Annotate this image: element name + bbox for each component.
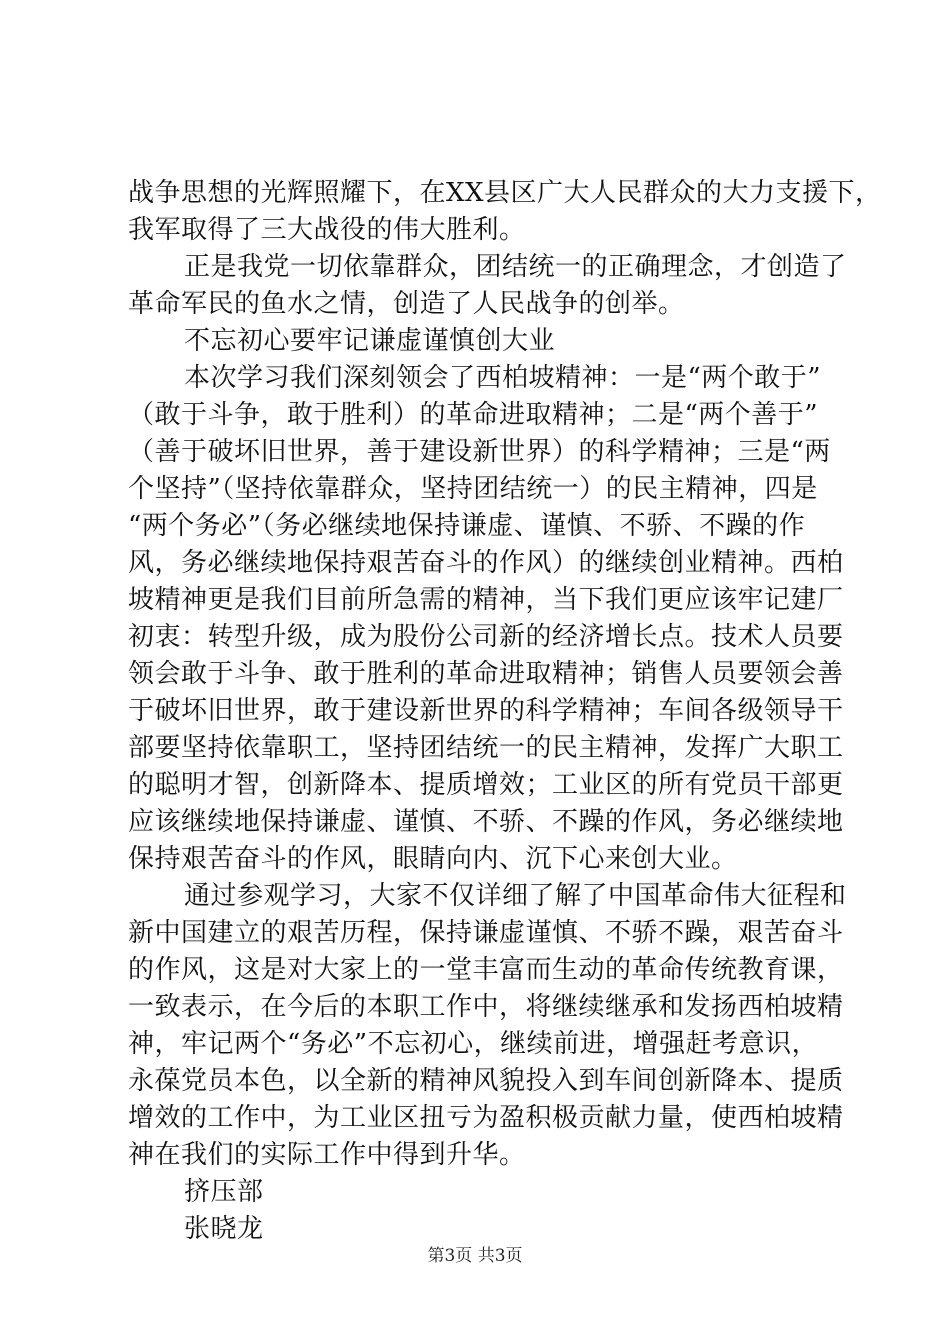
text-line: 的作风，这是对大家上的一堂丰富而生动的革命传统教育课， [128, 955, 844, 985]
text-line: 一致表示，在今后的本职工作中，将继续继承和发扬西柏坡精 [128, 992, 844, 1022]
text-line: 新中国建立的艰苦历程，保持谦虚谨慎、不骄不躁，艰苦奋斗 [128, 918, 844, 948]
text-line: 个坚持”（坚持依靠群众，坚持团结统一）的民主精神，四是 [128, 474, 818, 504]
text-line: 神在我们的实际工作中得到升华。 [128, 1140, 526, 1170]
text-line: 通过参观学习，大家不仅详细了解了中国革命伟大征程和 [184, 881, 847, 911]
text-line: 张晓龙 [184, 1214, 264, 1244]
text-line: 增效的工作中，为工业区扭亏为盈积极贡献力量，使西柏坡精 [128, 1103, 844, 1133]
page-footer: 第3页 共3页 [427, 1246, 523, 1266]
text-line: 神，牢记两个“务必”不忘初心，继续前进，增强赶考意识， [128, 1029, 819, 1059]
text-line: 风，务必继续地保持艰苦奋斗的作风）的继续创业精神。西柏 [128, 548, 844, 578]
text-line: “两个务必”（务必继续地保持谦虚、谨慎、不骄、不躁的作 [128, 511, 806, 541]
text-line: 本次学习我们深刻领会了西柏坡精神：一是“两个敢于” [184, 363, 822, 393]
text-line: 于破坏旧世界，敢于建设新世界的科学精神；车间各级领导干 [128, 696, 844, 726]
text-line: 部要坚持依靠职工，坚持团结统一的民主精神，发挥广大职工 [128, 733, 844, 763]
text-line: 我军取得了三大战役的伟大胜利。 [128, 215, 526, 245]
text-line: 初衷：转型升级，成为股份公司新的经济增长点。技术人员要 [128, 622, 844, 652]
text-line: 坡精神更是我们目前所急需的精神，当下我们更应该牢记建厂 [128, 585, 844, 615]
text-line: 永葆党员本色，以全新的精神风貌投入到车间创新降本、提质 [128, 1066, 844, 1096]
text-line: 领会敢于斗争、敢于胜利的革命进取精神；销售人员要领会善 [128, 659, 844, 689]
text-line: （善于破坏旧世界，善于建设新世界）的科学精神；三是“两 [128, 437, 831, 467]
text-line: 战争思想的光辉照耀下，在XX县区广大人民群众的大力支援下， [128, 178, 882, 208]
document-body [128, 175, 882, 1248]
text-line: 的聪明才智，创新降本、提质增效；工业区的所有党员干部更 [128, 770, 844, 800]
text-line: 挤压部 [184, 1177, 264, 1207]
text-line: 不忘初心要牢记谦虚谨慎创大业 [184, 326, 556, 356]
text-line: 正是我党一切依靠群众，团结统一的正确理念，才创造了 [184, 252, 847, 282]
text-line: 应该继续地保持谦虚、谨慎、不骄、不躁的作风，务必继续地 [128, 807, 844, 837]
text-line: （敢于斗争，敢于胜利）的革命进取精神；二是“两个善于” [128, 400, 819, 430]
text-line: 保持艰苦奋斗的作风，眼睛向内、沉下心来创大业。 [128, 844, 738, 874]
text-line: 革命军民的鱼水之情，创造了人民战争的创举。 [128, 289, 685, 319]
